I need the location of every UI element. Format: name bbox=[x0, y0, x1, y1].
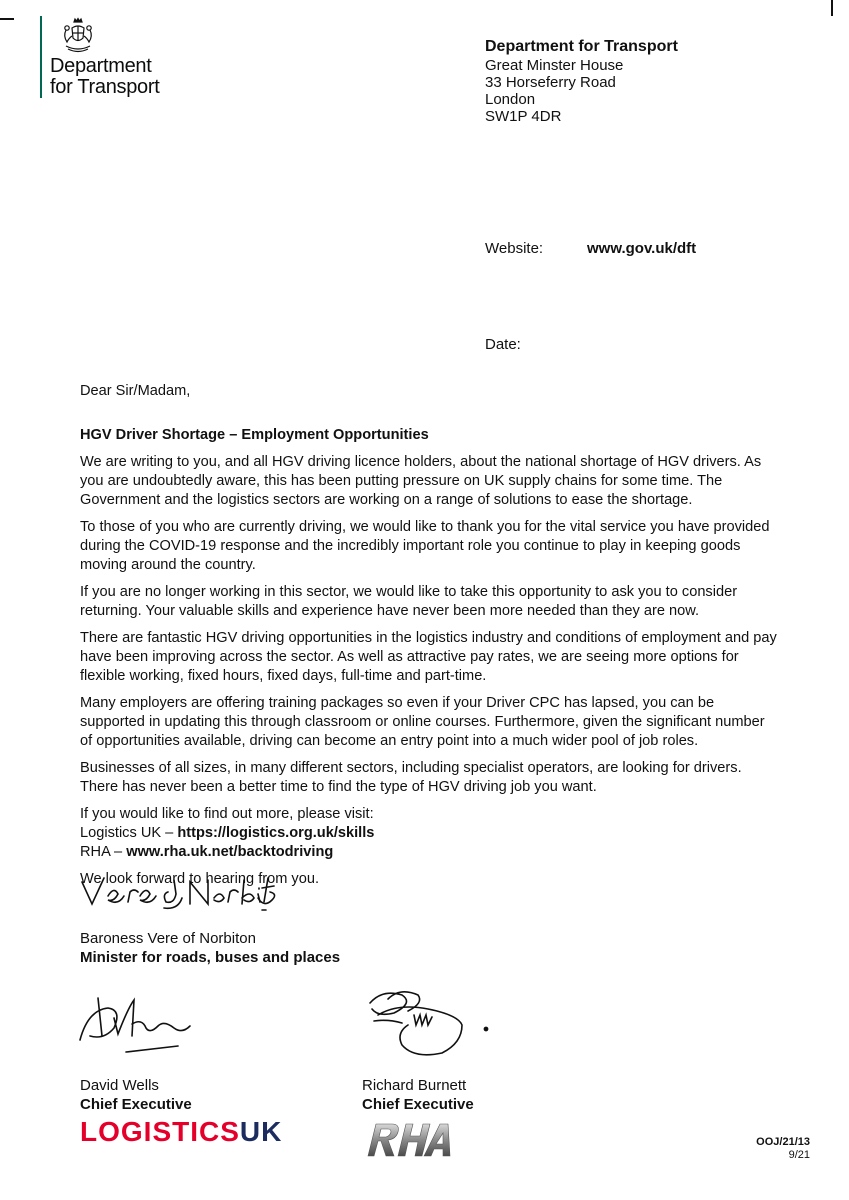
address-department: Department for Transport bbox=[485, 38, 678, 55]
logistics-link-line bbox=[80, 824, 780, 843]
dft-logo-rule bbox=[40, 16, 42, 98]
date-label: Date: bbox=[485, 336, 521, 353]
logistics-logo-uk: UK bbox=[239, 1116, 283, 1147]
paragraph: If you are no longer working in this sector, we would like to take this opportunity to ask you to consider returning. Your valuable skills and experience have never been more needed than they are now. bbox=[80, 584, 738, 619]
burnett-signature bbox=[358, 985, 503, 1065]
address-line2: 33 Horseferry Road bbox=[485, 74, 616, 91]
vere-signature bbox=[78, 868, 278, 918]
logo-line1: Department bbox=[50, 55, 152, 77]
closing: We look forward to hearing from you. bbox=[80, 871, 320, 887]
wells-title: Chief Executive bbox=[80, 1096, 192, 1113]
logistics-link-prefix: Logistics UK – bbox=[80, 825, 178, 841]
salutation: Dear Sir/Madam, bbox=[80, 383, 191, 399]
burnett-block bbox=[362, 1076, 474, 1114]
logo-line2: for Transport bbox=[50, 76, 160, 98]
sender-address bbox=[485, 38, 678, 125]
wells-block bbox=[80, 1076, 192, 1114]
rha-link[interactable]: www.rha.uk.net/backtodriving bbox=[126, 844, 334, 860]
dft-logo-text bbox=[50, 56, 159, 98]
dft-logo bbox=[40, 16, 210, 102]
reference-code: OOJ/21/13 bbox=[756, 1136, 810, 1148]
letter-subject: HGV Driver Shortage – Employment Opportunities bbox=[80, 427, 429, 443]
burnett-title: Chief Executive bbox=[362, 1096, 474, 1113]
wells-name: David Wells bbox=[80, 1077, 159, 1094]
address-line1: Great Minster House bbox=[485, 57, 624, 74]
find-out-more: If you would like to find out more, please visit: bbox=[80, 806, 374, 822]
vere-name: Baroness Vere of Norbiton bbox=[80, 930, 256, 947]
vere-block bbox=[80, 929, 340, 967]
links-block bbox=[80, 805, 780, 862]
footer-reference bbox=[700, 1136, 810, 1162]
rha-logo bbox=[360, 1120, 452, 1160]
rha-link-line bbox=[80, 843, 780, 862]
crop-mark-right bbox=[831, 0, 833, 16]
paragraph: Businesses of all sizes, in many different sectors, including specialist operators, are looking for drivers. There has never been a better time to find the type of HGV driving job you want. bbox=[80, 760, 742, 795]
paragraph: To those of you who are currently driving, we would like to thank you for the vital service you have provided during the COVID-19 response and the incredibly important role you continue to play in keeping goods moving around the country. bbox=[80, 519, 770, 573]
rha-link-prefix: RHA – bbox=[80, 844, 127, 860]
royal-crest-icon bbox=[58, 16, 98, 56]
paragraph: Many employers are offering training packages so even if your Driver CPC has lapsed, you can be supported in updating this through classroom or online courses. Furthermore, given the significant number of opportunities available, driving can become an entry point into a much wider pool of job roles. bbox=[80, 695, 765, 749]
website-label: Website: bbox=[485, 240, 544, 257]
burnett-name: Richard Burnett bbox=[362, 1077, 467, 1094]
address-postcode: SW1P 4DR bbox=[485, 108, 562, 125]
logistics-logo-word: LOGISTICS bbox=[80, 1116, 240, 1147]
letter-body bbox=[80, 382, 780, 897]
vere-title: Minister for roads, buses and places bbox=[80, 949, 341, 966]
paragraph: There are fantastic HGV driving opportunities in the logistics industry and conditions of employment and pay have been improving across the sector. As well as attractive pay rates, we are seeing more options for flexible working, fixed hours, fixed days, full-time and part-time. bbox=[80, 630, 777, 684]
wells-signature bbox=[78, 990, 208, 1060]
logistics-link[interactable]: https://logistics.org.uk/skills bbox=[177, 825, 375, 841]
address-line3: London bbox=[485, 91, 536, 108]
logistics-uk-logo bbox=[80, 1117, 282, 1147]
crop-mark-left bbox=[0, 18, 14, 20]
reference-date: 9/21 bbox=[788, 1149, 810, 1161]
paragraph: We are writing to you, and all HGV driving licence holders, about the national shortage of HGV drivers. As you are undoubtedly aware, this has been putting pressure on UK supply chains for some time. The Government and the logistics sectors are working on a range of solutions to ease the shortage. bbox=[80, 454, 762, 508]
website-link[interactable]: www.gov.uk/dft bbox=[587, 240, 697, 257]
